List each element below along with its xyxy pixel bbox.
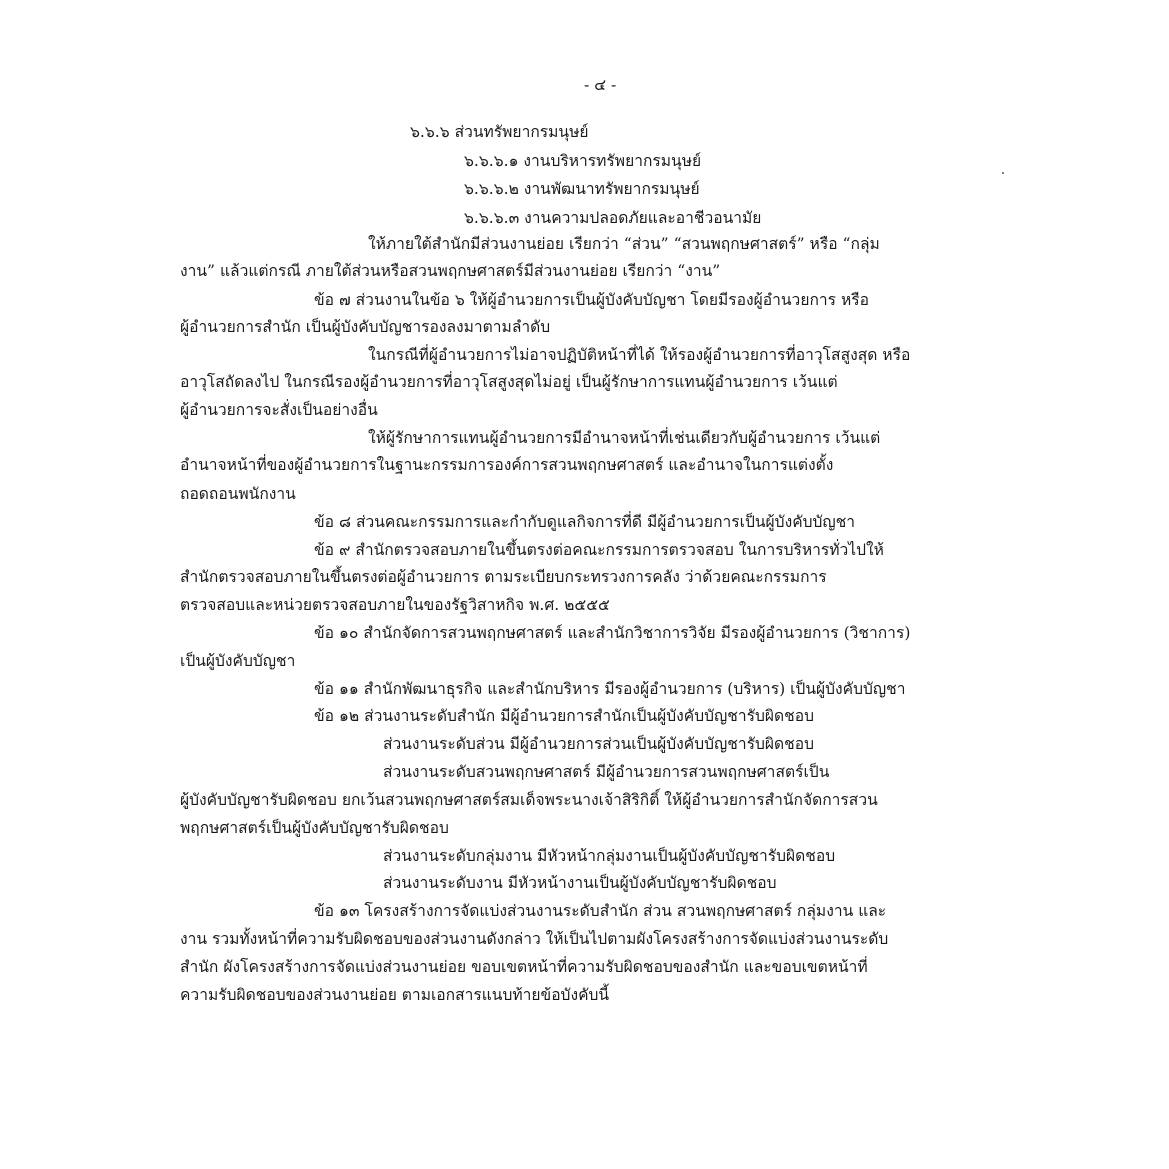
- paragraph-line: ส่วนงานระดับงาน มีหัวหน้างานเป็นผู้บังคับบัญชารับผิดชอบ: [383, 874, 777, 892]
- clause-8-line: ข้อ ๘ ส่วนคณะกรรมการและกำกับดูแลกิจการที่ดี มีผู้อำนวยการเป็นผู้บังคับบัญชา: [314, 513, 856, 531]
- paragraph-line: ส่วนงานระดับสวนพฤกษศาสตร์ มีผู้อำนวยการสวนพฤกษศาสตร์เป็น: [383, 763, 830, 781]
- paragraph-line: สำนัก ผังโครงสร้างการจัดแบ่งส่วนงานย่อย ขอบเขตหน้าที่ความรับผิดชอบของสำนัก และขอบเขตหน้าที่: [180, 958, 868, 976]
- scan-speck: [1002, 172, 1004, 174]
- paragraph-line: ให้ผู้รักษาการแทนผู้อำนวยการมีอำนาจหน้าที่เช่นเดียวกับผู้อำนวยการ เว้นแต่: [368, 429, 881, 447]
- subsection-hr-administration: ๖.๖.๖.๑ งานบริหารทรัพยากรมนุษย์: [464, 152, 702, 170]
- subsection-hr-development: ๖.๖.๖.๒ งานพัฒนาทรัพยากรมนุษย์: [464, 180, 700, 198]
- paragraph-line: เป็นผู้บังคับบัญชา: [180, 652, 296, 670]
- paragraph-line: ความรับผิดชอบของส่วนงานย่อย ตามเอกสารแนบท้ายข้อบังคับนี้: [180, 986, 610, 1004]
- paragraph-line: อาวุโสถัดลงไป ในกรณีรองผู้อำนวยการที่อาวุโสสูงสุดไม่อยู่ เป็นผู้รักษาการแทนผู้อำนวยการ เว้นแต่: [180, 373, 838, 391]
- paragraph-line: อำนาจหน้าที่ของผู้อำนวยการในฐานะกรรมการองค์การสวนพฤกษศาสตร์ และอำนาจในการแต่งตั้ง: [180, 456, 834, 474]
- clause-10-line: ข้อ ๑๐ สำนักจัดการสวนพฤกษศาสตร์ และสำนักวิชาการวิจัย มีรองผู้อำนวยการ (วิชาการ): [314, 624, 911, 642]
- clause-7-line: ข้อ ๗ ส่วนงานในข้อ ๖ ให้ผู้อำนวยการเป็นผู้บังคับบัญชา โดยมีรองผู้อำนวยการ หรือ: [314, 291, 870, 309]
- paragraph-line: ผู้อำนวยการสำนัก เป็นผู้บังคับบัญชารองลงมาตามลำดับ: [180, 318, 551, 336]
- page-number: - ๔ -: [584, 76, 617, 94]
- paragraph-line: งาน” แล้วแต่กรณี ภายใต้ส่วนหรือสวนพฤกษศาสตร์มีส่วนงานย่อย เรียกว่า “งาน”: [180, 262, 721, 280]
- paragraph-line: พฤกษศาสตร์เป็นผู้บังคับบัญชารับผิดชอบ: [180, 819, 449, 837]
- paragraph-line: ผู้บังคับบัญชารับผิดชอบ ยกเว้นสวนพฤกษศาสตร์สมเด็จพระนางเจ้าสิริกิติ์ ให้ผู้อำนวยการสำนักจัดการสวน: [180, 791, 878, 809]
- paragraph-line: ตรวจสอบและหน่วยตรวจสอบภายในของรัฐวิสาหกิจ พ.ศ. ๒๕๕๕: [180, 596, 610, 614]
- paragraph-line: สำนักตรวจสอบภายในขึ้นตรงต่อผู้อำนวยการ ตามระเบียบกระทรวงการคลัง ว่าด้วยคณะกรรมการ: [180, 568, 827, 586]
- paragraph-line: ผู้อำนวยการจะสั่งเป็นอย่างอื่น: [180, 401, 378, 419]
- paragraph-line: ส่วนงานระดับกลุ่มงาน มีหัวหน้ากลุ่มงานเป็นผู้บังคับบัญชารับผิดชอบ: [383, 847, 836, 865]
- clause-11-line: ข้อ ๑๑ สำนักพัฒนาธุรกิจ และสำนักบริหาร มีรองผู้อำนวยการ (บริหาร) เป็นผู้บังคับบัญชา: [314, 680, 906, 698]
- paragraph-line: ให้ภายใต้สำนักมีส่วนงานย่อย เรียกว่า “ส่วน” “สวนพฤกษศาสตร์” หรือ “กลุ่ม: [368, 235, 880, 253]
- paragraph-line: ส่วนงานระดับส่วน มีผู้อำนวยการส่วนเป็นผู้บังคับบัญชารับผิดชอบ: [383, 735, 815, 753]
- section-heading-human-resources: ๖.๖.๖ ส่วนทรัพยากรมนุษย์: [410, 123, 589, 141]
- clause-13-line: ข้อ ๑๓ โครงสร้างการจัดแบ่งส่วนงานระดับสำนัก ส่วน สวนพฤกษศาสตร์ กลุ่มงาน และ: [314, 902, 887, 920]
- clause-9-line: ข้อ ๙ สำนักตรวจสอบภายในขึ้นตรงต่อคณะกรรมการตรวจสอบ ในการบริหารทั่วไปให้: [314, 541, 884, 559]
- clause-12-line: ข้อ ๑๒ ส่วนงานระดับสำนัก มีผู้อำนวยการสำนักเป็นผู้บังคับบัญชารับผิดชอบ: [314, 707, 815, 725]
- paragraph-line: ในกรณีที่ผู้อำนวยการไม่อาจปฏิบัติหน้าที่ได้ ให้รองผู้อำนวยการที่อาวุโสสูงสุด หรือ: [368, 346, 911, 364]
- paragraph-line: ถอดถอนพนักงาน: [180, 485, 296, 503]
- subsection-safety-health: ๖.๖.๖.๓ งานความปลอดภัยและอาชีวอนามัย: [464, 209, 762, 227]
- paragraph-line: งาน รวมทั้งหน้าที่ความรับผิดชอบของส่วนงานดังกล่าว ให้เป็นไปตามผังโครงสร้างการจัดแบ่งส่วนงานระดับ: [180, 930, 889, 948]
